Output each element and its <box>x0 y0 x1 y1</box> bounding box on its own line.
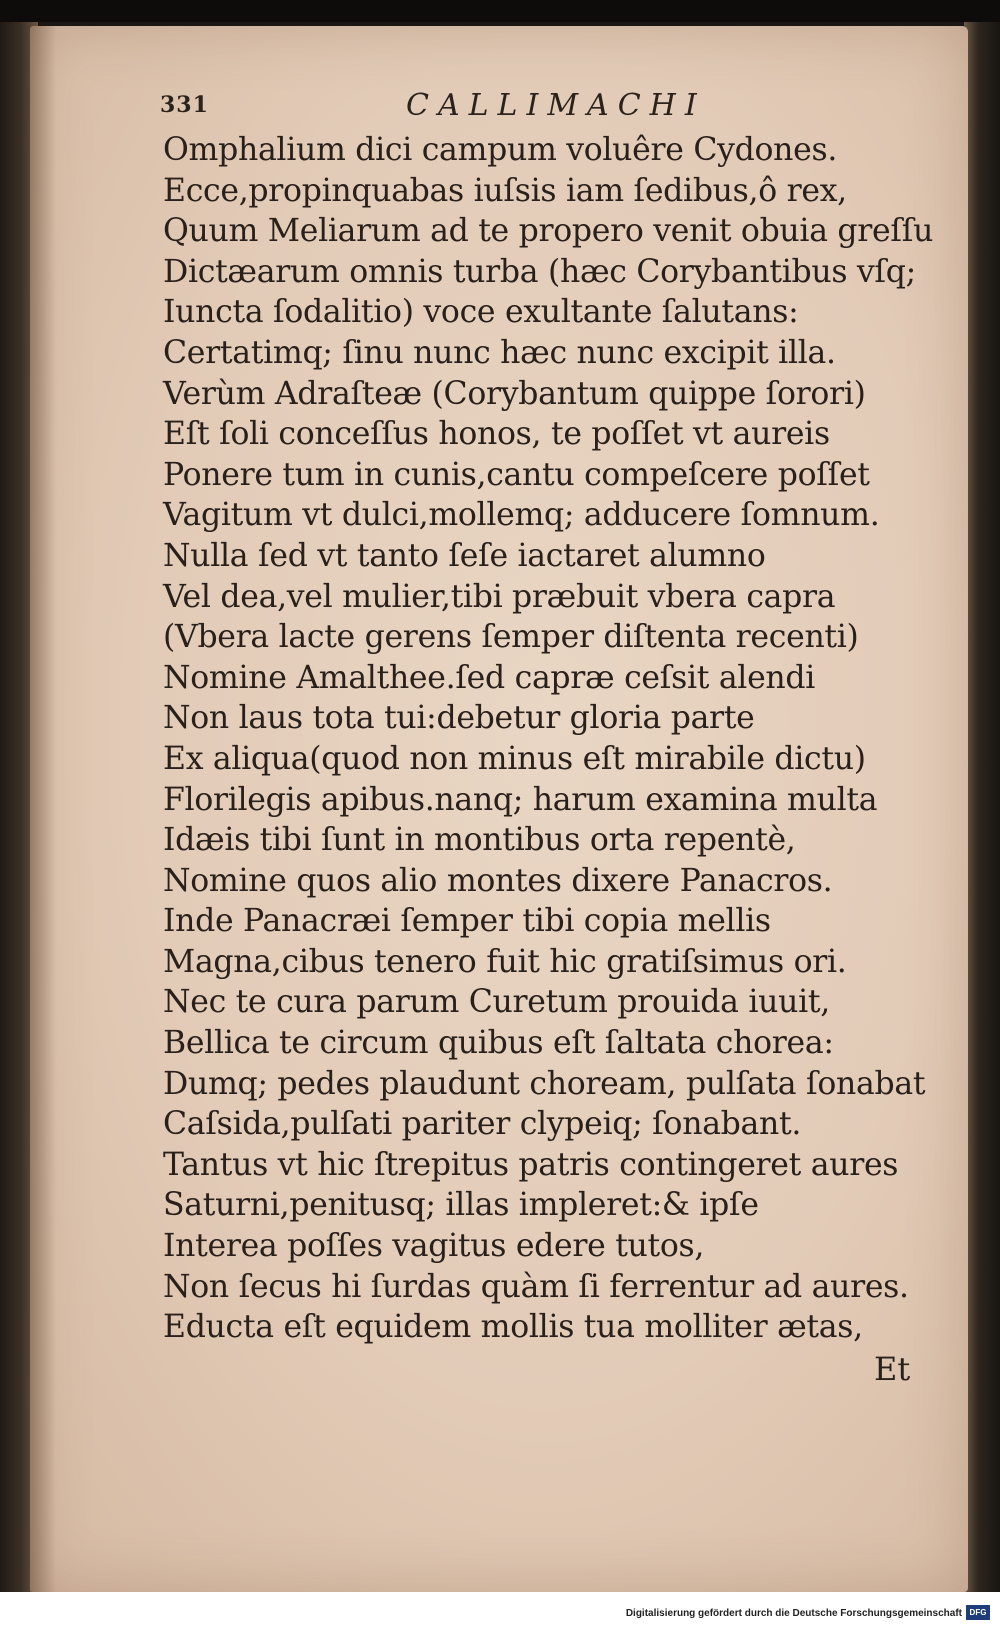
verse-line: (Vbera lacte gerens ſemper diſtenta recenti) <box>163 619 859 656</box>
verse-line: Ecce,propinquabas iuſsis iam ſedibus,ô rex, <box>163 172 847 209</box>
verse-line: Florilegis apibus.nanq; harum examina multa <box>163 781 878 818</box>
verse-line: Dictæarum omnis turba (hæc Corybantibus vſq; <box>163 253 916 290</box>
verse-line: Vel dea,vel mulier,tibi præbuit vbera capra <box>163 578 836 615</box>
verse-line: Ponere tum in cunis,cantu compeſcere poſſet <box>163 456 870 493</box>
verse-line: Vagitum vt dulci,mollemq; adducere ſomnum. <box>163 497 880 534</box>
page-number: 331 <box>160 92 209 118</box>
verse-line: Nomine Amalthee.ſed capræ ceſsit alendi <box>163 659 816 696</box>
dfg-logo: DFG <box>966 1605 990 1620</box>
page-header <box>160 88 720 128</box>
verse-line: Iuncta ſodalitio) voce exultante ſalutans: <box>163 294 799 331</box>
running-head: CALLIMACHI <box>406 88 706 123</box>
verse-line: Bellica te circum quibus eſt ſaltata chorea: <box>163 1025 834 1062</box>
verse-line: Quum Meliarum ad te propero venit obuia greſſu <box>163 213 934 250</box>
verse-line: Non ſecus hi ſurdas quàm ſi ferrentur ad aures. <box>163 1268 909 1305</box>
verse-line: Nulla ſed vt tanto ſeſe iactaret alumno <box>163 537 766 574</box>
gutter-shadow <box>30 26 56 1592</box>
verse-line: Certatimq; ſinu nunc hæc nunc excipit illa. <box>163 334 836 371</box>
funding-notice: Digitalisierung gefördert durch die Deutsche Forschungsgemeinschaft <box>625 1608 962 1619</box>
verse-line: Nomine quos alio montes dixere Panacros. <box>163 862 833 899</box>
verse-line: Saturni,penitusq; illas impleret:& ipſe <box>163 1187 759 1224</box>
verse-text-block <box>163 130 953 1348</box>
verse-line: Non laus tota tui:debetur gloria parte <box>163 700 755 737</box>
verse-line: Omphalium dici campum voluêre Cydones. <box>163 132 838 168</box>
verse-line: Educta eſt equidem mollis tua molliter ætas, <box>163 1309 863 1346</box>
catchword: Et <box>874 1350 911 1388</box>
book-fore-edge <box>964 22 1000 1592</box>
verse-line: Magna,cibus tenero fuit hic gratiſsimus ori. <box>163 943 847 980</box>
scan-top-border <box>0 0 1000 22</box>
verse-line: Interea poſſes vagitus edere tutos, <box>163 1228 705 1265</box>
verse-line: Nec te cura parum Curetum prouida iuuit, <box>163 984 830 1021</box>
verse-line: Dumq; pedes plaudunt choream, pulſata ſonabat <box>163 1065 926 1102</box>
verse-line: Eſt ſoli conceſſus honos, te poſſet vt aureis <box>163 416 830 453</box>
verse-line: Idæis tibi ſunt in montibus orta repentè, <box>163 822 796 859</box>
verse-line: Caſsida,pulſati pariter clypeiq; ſonabant. <box>163 1106 802 1143</box>
verse-line: Verùm Adraſteæ (Corybantum quippe ſorori) <box>163 375 866 412</box>
verse-line: Ex aliqua(quod non minus eſt mirabile dictu) <box>163 740 866 777</box>
verse-line: Tantus vt hic ſtrepitus patris contingeret aures <box>163 1146 899 1183</box>
verse-line: Inde Panacræi ſemper tibi copia mellis <box>163 903 771 940</box>
